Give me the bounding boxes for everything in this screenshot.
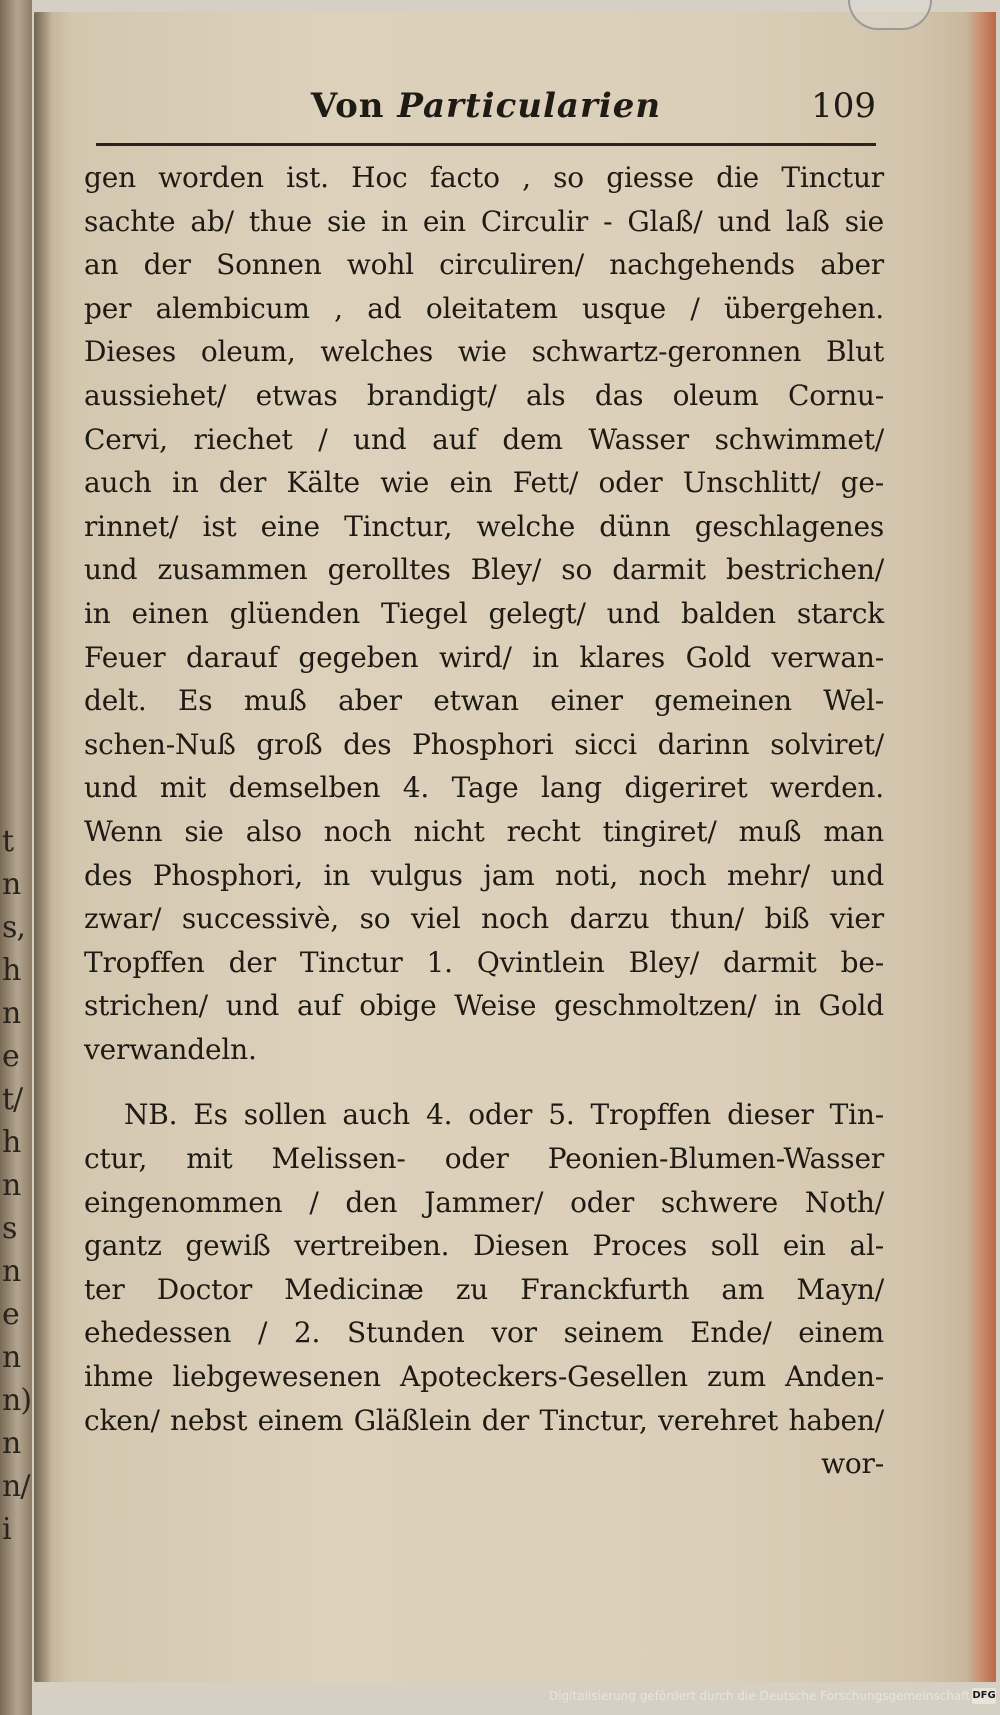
margin-fragment: e — [2, 1297, 19, 1332]
text-line: des Phosphori, in vulgus jam noti, noch mehr/ und — [84, 858, 884, 892]
page-number: 109 — [811, 86, 876, 126]
running-head — [96, 86, 876, 126]
text-line: und mit demselben 4. Tage lang digeriret werden. — [84, 771, 884, 805]
text-line: rinnet/ ist eine Tinctur, welche dünn geschlagenes — [84, 509, 884, 543]
running-head-prefix: Von — [310, 86, 385, 126]
margin-fragment: t — [2, 824, 14, 859]
dfg-logo: DFG — [972, 1688, 996, 1704]
margin-fragment: n — [2, 1340, 21, 1375]
text-line: in einen glüenden Tiegel gelegt/ und balden starck — [84, 596, 884, 630]
text-line: Feuer darauf gegeben wird/ in klares Gold verwan- — [84, 640, 884, 674]
margin-fragment: h — [2, 953, 21, 988]
margin-fragment: n) — [2, 1383, 32, 1418]
text-line: auch in der Kälte wie ein Fett/ oder Unschlitt/ ge- — [84, 466, 884, 500]
running-head-title: Particularien — [397, 86, 662, 126]
margin-fragment: h — [2, 1125, 21, 1160]
catchword: wor- — [821, 1447, 884, 1481]
text-line: NB. Es sollen auch 4. oder 5. Tropffen dieser Tin- — [124, 1098, 884, 1132]
margin-fragment: t/ — [2, 1082, 23, 1117]
page-fore-edge — [966, 12, 996, 1682]
text-line: eingenommen / den Jammer/ oder schwere Noth/ — [84, 1185, 884, 1219]
text-line: sachte ab/ thue sie in ein Circulir - Glaß/ und laß sie — [84, 204, 884, 238]
text-line: zwar/ successivè, so viel noch darzu thun/ biß vier — [84, 902, 884, 936]
margin-fragment: n — [2, 1254, 21, 1289]
paragraph — [84, 156, 884, 1071]
margin-fragment: e — [2, 1039, 19, 1074]
margin-fragment: n — [2, 1426, 21, 1461]
text-line: schen-Nuß groß des Phosphori sicci darinn solviret/ — [84, 727, 884, 761]
digitization-credit: Digitalisierung gefördert durch die Deutsche Forschungsgemeinschaft — [548, 1689, 970, 1703]
body-text — [84, 156, 884, 1486]
text-line: Tropffen der Tinctur 1. Qvintlein Bley/ darmit be- — [84, 945, 884, 979]
margin-fragment: n — [2, 996, 21, 1031]
margin-fragment: n — [2, 1168, 21, 1203]
margin-fragment: i — [2, 1512, 11, 1547]
text-line: gantz gewiß vertreiben. Diesen Proces soll ein al- — [84, 1229, 884, 1263]
page-header — [96, 80, 876, 140]
text-line: Cervi, riechet / und auf dem Wasser schwimmet/ — [84, 422, 884, 456]
paragraph — [84, 1093, 884, 1485]
previous-page-edge — [0, 0, 32, 1715]
text-line: ihme liebgewesenen Apoteckers-Gesellen zum Anden- — [84, 1360, 884, 1394]
text-line: an der Sonnen wohl circuliren/ nachgehends aber — [84, 248, 884, 282]
text-line: verwandeln. — [84, 1032, 257, 1066]
text-line: Dieses oleum, welches wie schwartz-geronnen Blut — [84, 335, 884, 369]
text-line: ehedessen / 2. Stunden vor seinem Ende/ einem — [84, 1316, 884, 1350]
header-rule — [96, 143, 876, 146]
margin-fragment: s — [2, 1211, 17, 1246]
text-line: cken/ nebst einem Gläßlein der Tinctur, verehret haben/ — [84, 1403, 884, 1437]
text-line: Wenn sie also noch nicht recht tingiret/ muß man — [84, 814, 884, 848]
text-line: und zusammen gerolltes Bley/ so darmit bestrichen/ — [84, 553, 884, 587]
spine-shadow — [34, 12, 52, 1682]
text-line: ter Doctor Medicinæ zu Franckfurth am Mayn/ — [84, 1272, 884, 1306]
margin-fragment: s, — [2, 910, 25, 945]
previous-page-text-fragments — [2, 820, 32, 1551]
margin-fragment: n/ — [2, 1469, 30, 1504]
text-line: strichen/ und auf obige Weise geschmoltzen/ in Gold — [84, 989, 884, 1023]
text-line: per alembicum , ad oleitatem usque / übergehen. — [84, 291, 884, 325]
text-line: ctur, mit Melissen- oder Peonien-Blumen-Wasser — [84, 1142, 884, 1176]
paragraph-gap — [84, 1071, 884, 1093]
margin-fragment: n — [2, 867, 21, 902]
text-line: aussiehet/ etwas brandigt/ als das oleum Cornu- — [84, 378, 884, 412]
text-line: delt. Es muß aber etwan einer gemeinen Wel- — [84, 684, 884, 718]
text-line: gen worden ist. Hoc facto , so giesse die Tinctur — [84, 161, 884, 194]
